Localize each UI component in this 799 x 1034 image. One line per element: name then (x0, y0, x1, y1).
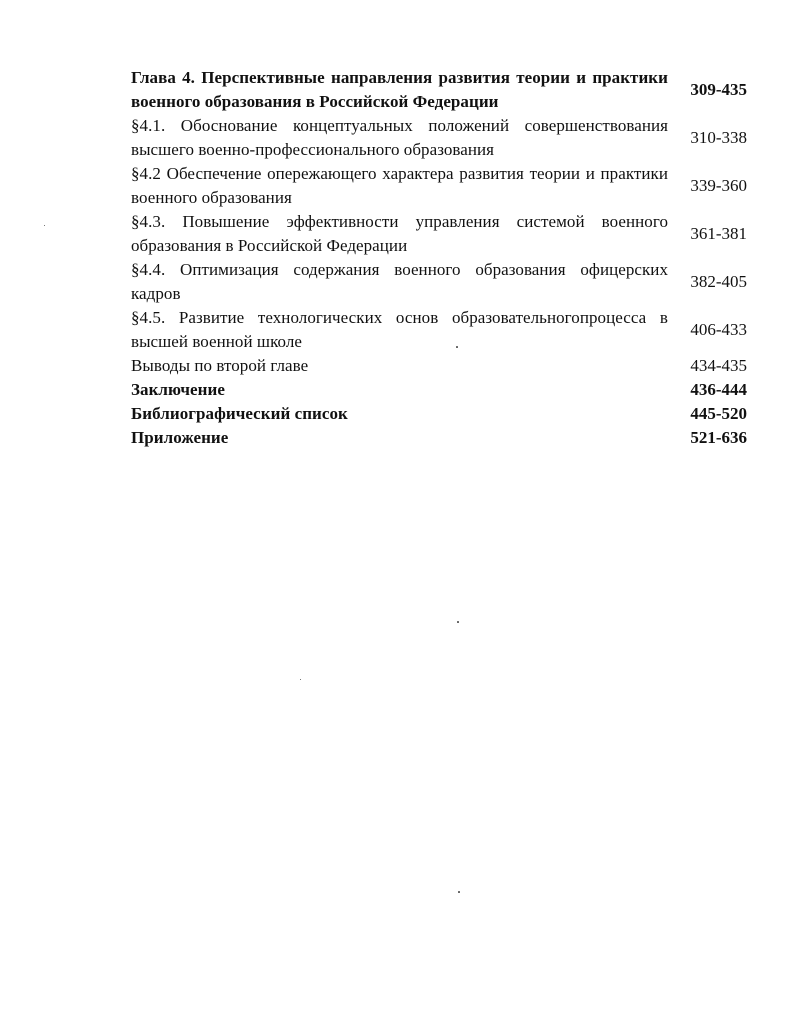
toc-entry-pages: 339-360 (690, 176, 747, 195)
toc-entry-title: Глава 4. Перспективные направления развития теории и практики военного образования в Российской Федерации (131, 68, 668, 111)
toc-entry-section-4-3 (131, 210, 747, 258)
toc-entry-title: Заключение (131, 380, 225, 399)
toc-entry-title: Выводы по второй главе (131, 356, 309, 375)
table-of-contents (131, 66, 747, 450)
toc-entry-conclusions (131, 354, 747, 378)
toc-entry-title: Приложение (131, 428, 229, 447)
toc-entry-pages: 382-405 (690, 272, 747, 291)
toc-entry-pages: 406-433 (690, 320, 747, 339)
toc-entry-pages: 436-444 (690, 380, 747, 399)
toc-entry-pages: 434-435 (690, 356, 747, 375)
toc-entry-section-4-2 (131, 162, 747, 210)
toc-entry-pages: 310-338 (690, 128, 747, 147)
toc-entry-title: §4.4. Оптимизация содержания военного образования офицерских кадров (131, 260, 668, 303)
scan-speck (44, 225, 45, 226)
toc-entry-title: §4.5. Развитие технологических основ образовательногопроцесса в высшей военной школе (131, 308, 668, 351)
toc-entry-bibliography (131, 402, 747, 426)
scan-speck (457, 621, 459, 623)
scan-speck (456, 346, 458, 348)
toc-entry-conclusion (131, 378, 747, 402)
toc-entry-title: Библиографический список (131, 404, 348, 423)
toc-entry-chapter-4 (131, 66, 747, 114)
toc-entry-appendix (131, 426, 747, 450)
toc-entry-title: §4.3. Повышение эффективности управления системой военного образования в Российской Федерации (131, 212, 668, 255)
toc-entry-pages: 445-520 (690, 404, 747, 423)
toc-entry-pages: 521-636 (690, 428, 747, 447)
toc-entry-title: §4.2 Обеспечение опережающего характера развития теории и практики военного образования (131, 164, 668, 207)
toc-entry-section-4-5 (131, 306, 747, 354)
scan-speck (300, 679, 301, 680)
toc-entry-title: §4.1. Обоснование концептуальных положений совершенствования высшего военно-профессионального образования (131, 116, 668, 159)
toc-entry-pages: 309-435 (690, 80, 747, 99)
toc-entry-section-4-4 (131, 258, 747, 306)
toc-entry-pages: 361-381 (690, 224, 747, 243)
scan-speck (458, 891, 460, 893)
toc-entry-section-4-1 (131, 114, 747, 162)
